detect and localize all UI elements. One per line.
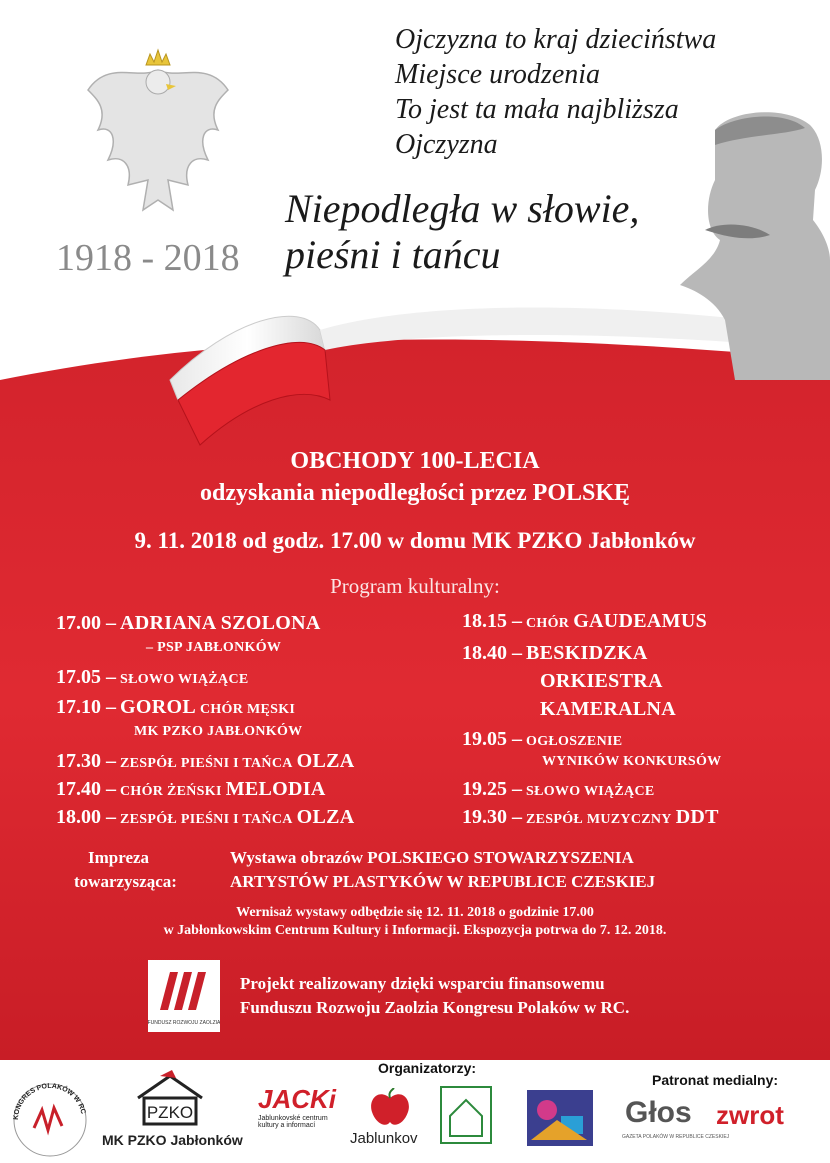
schedule-item: 17.10 – GOROL CHÓR MĘSKI	[56, 696, 296, 718]
jacki-logo-text: JACKi	[258, 1084, 337, 1114]
schedule-item: 18.40 – BESKIDZKA	[462, 642, 648, 664]
portrait-image	[675, 90, 830, 380]
jacki-logo	[258, 1084, 338, 1154]
jacki-logo-sub-2: kultury a informací	[258, 1122, 316, 1129]
kongres-logo-text: KONGRES POLAKÓW W RC	[12, 1082, 87, 1121]
pzko-name: MK PZKO Jabłonków	[102, 1132, 243, 1148]
kongres-logo	[8, 1080, 92, 1160]
apple-icon	[368, 1088, 412, 1128]
schedule-item-line: KAMERALNA	[540, 698, 677, 720]
project-note-line-2: Funduszu Rozwoju Zaolzia Kongresu Polaków w RC.	[240, 998, 630, 1017]
schedule-item: 17.40 – CHÓR ŻEŃSKI MELODIA	[56, 778, 326, 800]
impreza-text-1: Wystawa obrazów POLSKIEGO STOWARZYSZENIA	[230, 848, 634, 867]
anniversary-years: 1918 - 2018	[56, 237, 240, 279]
schedule-item: 18.00 – ZESPÓŁ PIEŚNI I TAŃCA OLZA	[56, 806, 355, 828]
fundusz-logo-caption: FUNDUSZ ROZWOJU ZAOLZIA	[148, 1020, 220, 1026]
schedule-item: 19.05 – OGŁOSZENIE	[462, 728, 623, 750]
schedule-item: 18.15 – CHÓR GAUDEAMUS	[462, 610, 708, 632]
headline-line-1: Niepodległa w słowie,	[285, 186, 640, 231]
jacki-logo-sub-1: Jablunkovské centrum	[258, 1115, 328, 1122]
impreza-text-2: ARTYSTÓW PLASTYKÓW W REPUBLICE CZESKIEJ	[230, 872, 656, 891]
project-note-line-1: Projekt realizowany dzięki wsparciu finansowemu	[240, 974, 605, 993]
impreza-label-2: towarzysząca:	[74, 872, 177, 891]
schedule-item: 17.00 – ADRIANA SZOLONA	[56, 612, 321, 634]
fundusz-logo-icon	[148, 960, 220, 1032]
program-heading: Program kulturalny:	[330, 574, 500, 598]
jablunkov-logo-text: Jablunkov	[350, 1130, 418, 1147]
project-note	[240, 972, 629, 1020]
art-association-logo	[527, 1090, 593, 1146]
patronage-label: Patronat medialny:	[652, 1072, 779, 1088]
vernissage-line-2: w Jabłonkowskim Centrum Kultury i Informacji. Ekspozycja potrwa do 7. 12. 2018.	[163, 923, 667, 938]
vernissage-line-1: Wernisaż wystawy odbędzie się 12. 11. 2018 o godzinie 17.00	[236, 905, 594, 920]
glos-logo-sub: GAZETA POLAKÓW W REPUBLICE CZESKIEJ	[622, 1134, 730, 1140]
headline	[285, 186, 639, 278]
fundusz-logo	[148, 960, 220, 1032]
event-title: OBCHODY 100-LECIA	[290, 448, 540, 474]
green-emblem-logo	[440, 1086, 492, 1144]
schedule-item-line: ORKIESTRA	[540, 670, 663, 692]
schedule-item-sub: – PSP JABŁONKÓW	[146, 640, 282, 655]
event-datetime: 9. 11. 2018 od godz. 17.00 w domu MK PZKO Jabłonków	[134, 528, 696, 553]
event-subtitle: odzyskania niepodległości przez POLSKĘ	[199, 480, 631, 506]
schedule-item: 19.25 – SŁOWO WIĄŻĄCE	[462, 778, 655, 800]
glos-logo-text: Głos	[625, 1096, 692, 1129]
impreza-label-1: Impreza	[88, 848, 150, 867]
pzko-logo-text: PZKO	[146, 1103, 194, 1122]
schedule-item: 19.30 – ZESPÓŁ MUZYCZNY DDT	[462, 806, 719, 828]
zwrot-logo-text: zwrot	[716, 1100, 784, 1130]
poem-text: Ojczyzna to kraj dzieciństwa Miejsce urodzenia To jest ta mała najbliższa Ojczyzna	[395, 24, 717, 160]
organizers-label: Organizatorzy:	[378, 1060, 477, 1076]
schedule-item: 17.05 – SŁOWO WIĄŻĄCE	[56, 666, 249, 688]
schedule-item-sub: MK PZKO JABŁONKÓW	[134, 724, 303, 739]
polish-eagle-emblem	[78, 40, 238, 220]
schedule-item-sub: WYNIKÓW KONKURSÓW	[542, 754, 722, 769]
schedule-item: 17.30 – ZESPÓŁ PIEŚNI I TAŃCA OLZA	[56, 750, 355, 772]
pzko-house-logo	[130, 1070, 210, 1130]
headline-line-2: pieśni i tańcu	[285, 232, 501, 277]
